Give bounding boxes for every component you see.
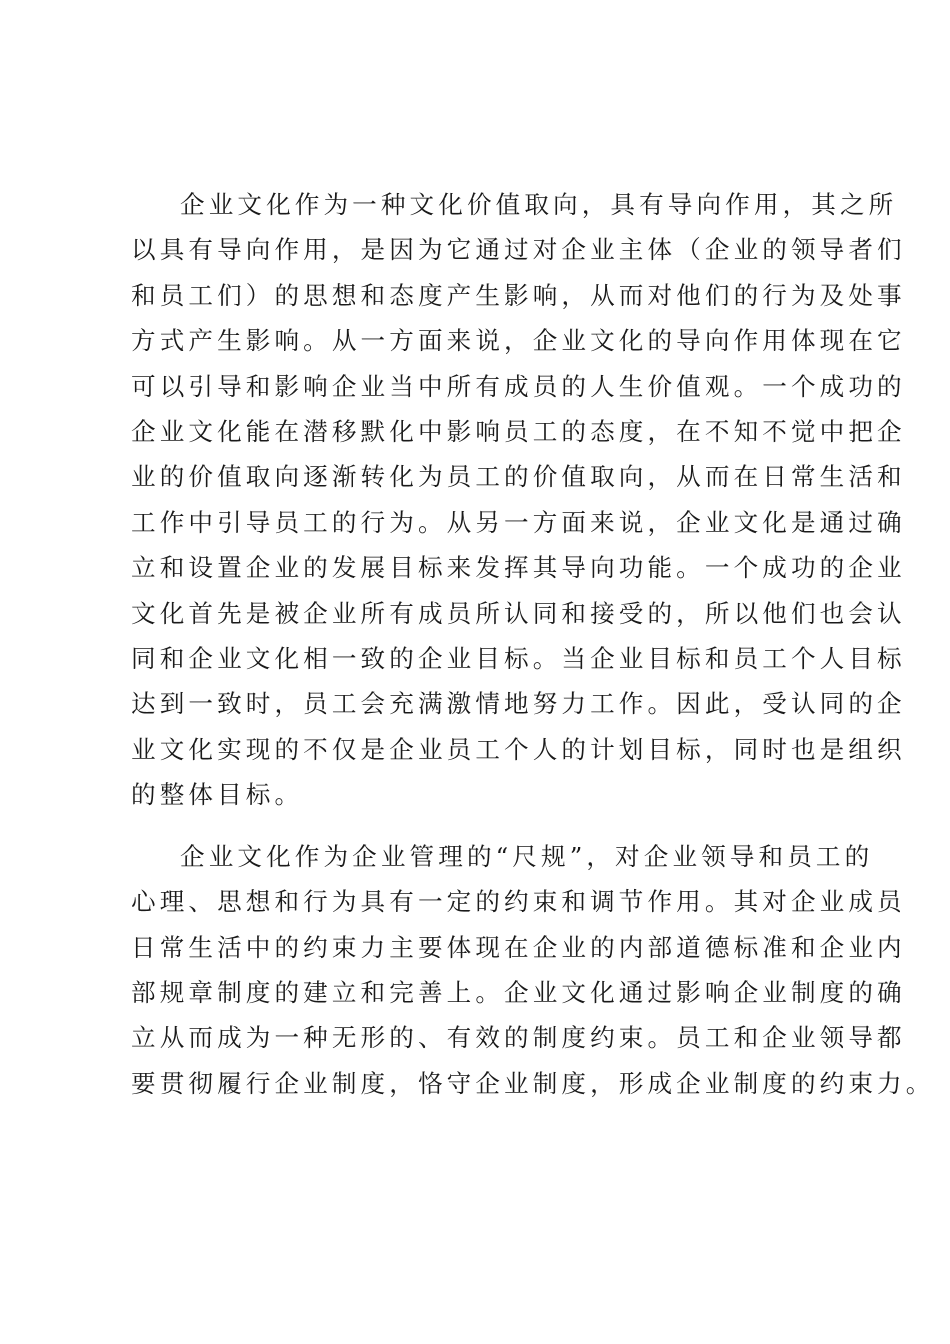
paragraph-2 (131, 834, 935, 1106)
paragraph-line: 同和企业文化相一致的企业目标。当企业目标和员工个人目标 (131, 644, 906, 674)
paragraph-line: 要贯彻履行企业制度，恪守企业制度，形成企业制度的约束力。 (131, 1068, 935, 1098)
paragraph-1 (131, 182, 906, 818)
paragraph-line: 心理、思想和行为具有一定的约束和调节作用。其对企业成员 (131, 887, 906, 917)
paragraph-line: 和员工们）的思想和态度产生影响，从而对他们的行为及处事 (131, 280, 906, 310)
paragraph-line: 部规章制度的建立和完善上。企业文化通过影响企业制度的确 (131, 977, 906, 1007)
paragraph-line: 业文化实现的不仅是企业员工个人的计划目标，同时也是组织 (131, 734, 906, 764)
paragraph-line: 文化首先是被企业所有成员所认同和接受的，所以他们也会认 (131, 598, 906, 628)
paragraph-line: 工作中引导员工的行为。从另一方面来说，企业文化是通过确 (131, 507, 906, 537)
paragraph-line: 达到一致时，员工会充满激情地努力工作。因此，受认同的企 (131, 689, 906, 719)
paragraph-line: 企业文化作为一种文化价值取向，具有导向作用，其之所 (180, 190, 898, 219)
paragraph-line: 方式产生影响。从一方面来说，企业文化的导向作用体现在它 (131, 326, 906, 356)
paragraph-line: 业的价值取向逐渐转化为员工的价值取向，从而在日常生活和 (131, 462, 906, 492)
paragraph-line: 企业文化能在潜移默化中影响员工的态度，在不知不觉中把企 (131, 417, 906, 447)
paragraph-line: 日常生活中的约束力主要体现在企业的内部道德标准和企业内 (131, 932, 906, 962)
paragraph-line: 的整体目标。 (131, 780, 304, 810)
paragraph-line: 立和设置企业的发展目标来发挥其导向功能。一个成功的企业 (131, 553, 906, 583)
paragraph-line: 企业文化作为企业管理的“尺规”，对企业领导和员工的 (180, 841, 874, 871)
paragraph-line: 立从而成为一种无形的、有效的制度约束。员工和企业领导都 (131, 1023, 906, 1053)
paragraph-line: 可以引导和影响企业当中所有成员的人生价值观。一个成功的 (131, 371, 906, 401)
paragraph-line: 以具有导向作用，是因为它通过对企业主体（企业的领导者们 (131, 235, 906, 265)
body-text (131, 182, 935, 1106)
